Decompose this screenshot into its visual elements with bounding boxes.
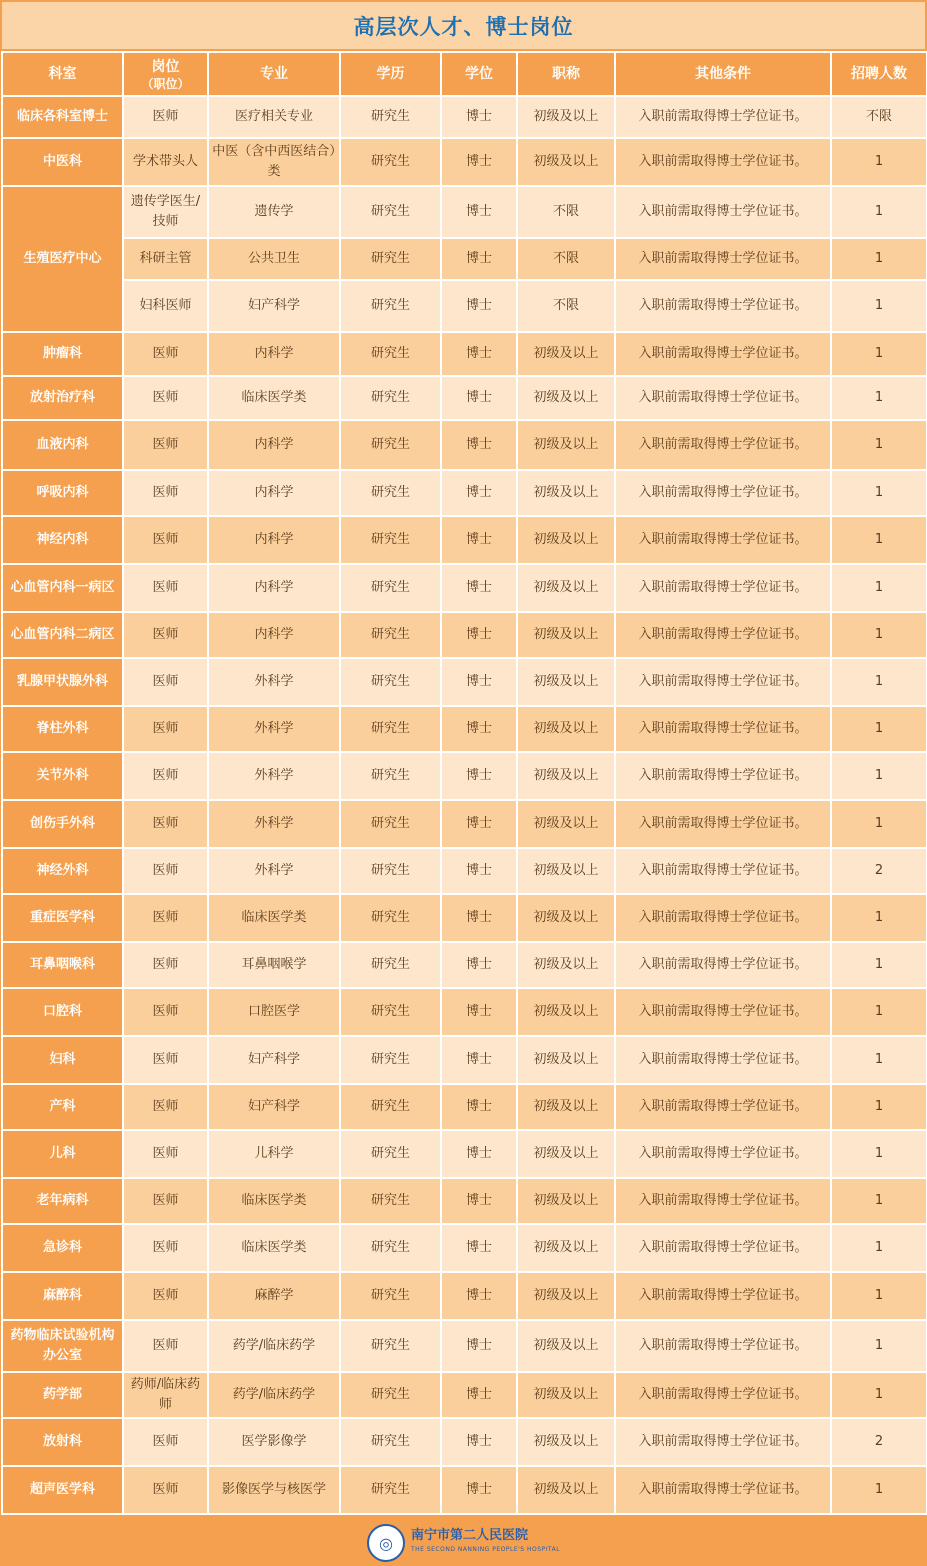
cell-degree: 博士: [441, 1372, 517, 1418]
cell-education: 研究生: [340, 988, 441, 1036]
cell-rank: 初级及以上: [517, 1178, 615, 1224]
cell-dept: 心血管内科二病区: [2, 612, 123, 658]
cell-education: 研究生: [340, 1130, 441, 1178]
cell-dept: 超声医学科: [2, 1466, 123, 1514]
cell-major: 外科学: [208, 848, 340, 894]
cell-major: 外科学: [208, 800, 340, 848]
cell-other: 入职前需取得博士学位证书。: [615, 1036, 831, 1084]
header-count: 招聘人数: [831, 52, 927, 96]
cell-major: 医学影像学: [208, 1418, 340, 1466]
cell-degree: 博士: [441, 800, 517, 848]
cell-dept: 肿瘤科: [2, 332, 123, 376]
table-row: [2, 800, 927, 848]
cell-rank: 不限: [517, 280, 615, 332]
cell-other: 入职前需取得博士学位证书。: [615, 752, 831, 800]
table-row: [2, 1372, 927, 1418]
cell-post: 学术带头人: [123, 138, 208, 186]
cell-major: 内科学: [208, 516, 340, 564]
cell-post: 科研主管: [123, 238, 208, 280]
cell-rank: 初级及以上: [517, 420, 615, 470]
cell-count: 1: [831, 238, 927, 280]
cell-other: 入职前需取得博士学位证书。: [615, 848, 831, 894]
cell-dept: 产科: [2, 1084, 123, 1130]
cell-education: 研究生: [340, 894, 441, 942]
cell-education: 研究生: [340, 1178, 441, 1224]
cell-dept: 放射科: [2, 1418, 123, 1466]
cell-post: 医师: [123, 1272, 208, 1320]
cell-post: 遗传学医生/技师: [123, 186, 208, 238]
cell-count: 1: [831, 1036, 927, 1084]
cell-post: 医师: [123, 376, 208, 420]
table-row: [2, 612, 927, 658]
page-title: 高层次人才、博士岗位: [353, 14, 574, 39]
cell-degree: 博士: [441, 1466, 517, 1514]
cell-major: 临床医学类: [208, 376, 340, 420]
cell-count: 2: [831, 1418, 927, 1466]
cell-post: 医师: [123, 988, 208, 1036]
cell-degree: 博士: [441, 1036, 517, 1084]
cell-post: 医师: [123, 658, 208, 706]
cell-count: 1: [831, 376, 927, 420]
table-row: [2, 1084, 927, 1130]
table-row: [2, 332, 927, 376]
cell-post: 医师: [123, 1036, 208, 1084]
cell-rank: 初级及以上: [517, 1036, 615, 1084]
cell-major: 内科学: [208, 564, 340, 612]
cell-dept: 乳腺甲状腺外科: [2, 658, 123, 706]
cell-dept: 妇科: [2, 1036, 123, 1084]
table-row: [2, 516, 927, 564]
cell-rank: 初级及以上: [517, 1418, 615, 1466]
cell-rank: 初级及以上: [517, 988, 615, 1036]
cell-degree: 博士: [441, 1084, 517, 1130]
cell-degree: 博士: [441, 516, 517, 564]
table-row: [2, 942, 927, 988]
cell-education: 研究生: [340, 706, 441, 752]
cell-other: 入职前需取得博士学位证书。: [615, 1320, 831, 1372]
cell-rank: 初级及以上: [517, 894, 615, 942]
cell-rank: 初级及以上: [517, 848, 615, 894]
cell-dept: 神经内科: [2, 516, 123, 564]
cell-degree: 博士: [441, 332, 517, 376]
cell-post: 医师: [123, 706, 208, 752]
cell-degree: 博士: [441, 238, 517, 280]
cell-dept: 脊柱外科: [2, 706, 123, 752]
logo-text: [411, 1529, 560, 1557]
cell-rank: 初级及以上: [517, 138, 615, 186]
cell-other: 入职前需取得博士学位证书。: [615, 894, 831, 942]
table-row: [2, 280, 927, 332]
cell-other: 入职前需取得博士学位证书。: [615, 138, 831, 186]
cell-education: 研究生: [340, 280, 441, 332]
cell-other: 入职前需取得博士学位证书。: [615, 942, 831, 988]
cell-rank: 初级及以上: [517, 612, 615, 658]
cell-dept: 呼吸内科: [2, 470, 123, 516]
table-row: [2, 988, 927, 1036]
cell-other: 入职前需取得博士学位证书。: [615, 516, 831, 564]
cell-degree: 博士: [441, 894, 517, 942]
cell-dept: 血液内科: [2, 420, 123, 470]
cell-education: 研究生: [340, 96, 441, 138]
cell-rank: 初级及以上: [517, 516, 615, 564]
cell-degree: 博士: [441, 470, 517, 516]
cell-count: 1: [831, 1372, 927, 1418]
cell-dept: 老年病科: [2, 1178, 123, 1224]
cell-rank: 不限: [517, 186, 615, 238]
cell-count: 1: [831, 706, 927, 752]
table-row: [2, 376, 927, 420]
cell-count: 1: [831, 800, 927, 848]
table-row: [2, 752, 927, 800]
cell-count: 1: [831, 752, 927, 800]
cell-major: 外科学: [208, 658, 340, 706]
cell-degree: 博士: [441, 1320, 517, 1372]
table-row: [2, 1178, 927, 1224]
cell-degree: 博士: [441, 848, 517, 894]
header-post-label: 岗位: [151, 59, 180, 75]
cell-other: 入职前需取得博士学位证书。: [615, 1130, 831, 1178]
cell-major: 内科学: [208, 612, 340, 658]
cell-count: 1: [831, 658, 927, 706]
table-row: [2, 96, 927, 138]
cell-education: 研究生: [340, 1224, 441, 1272]
cell-degree: 博士: [441, 706, 517, 752]
table-row: [2, 1418, 927, 1466]
cell-dept: 中医科: [2, 138, 123, 186]
cell-post: 医师: [123, 752, 208, 800]
cell-education: 研究生: [340, 516, 441, 564]
table-row: [2, 848, 927, 894]
cell-other: 入职前需取得博士学位证书。: [615, 800, 831, 848]
header-education: 学历: [340, 52, 441, 96]
cell-post: 医师: [123, 848, 208, 894]
cell-dept: 神经外科: [2, 848, 123, 894]
table-row: [2, 470, 927, 516]
cell-rank: 初级及以上: [517, 1372, 615, 1418]
cell-dept: 药学部: [2, 1372, 123, 1418]
cell-post: 医师: [123, 332, 208, 376]
cell-education: 研究生: [340, 1272, 441, 1320]
cell-count: 1: [831, 564, 927, 612]
hospital-logo: [367, 1524, 560, 1562]
cell-dept: 耳鼻咽喉科: [2, 942, 123, 988]
cell-count: 不限: [831, 96, 927, 138]
cell-post: 医师: [123, 894, 208, 942]
cell-other: 入职前需取得博士学位证书。: [615, 1372, 831, 1418]
cell-rank: 初级及以上: [517, 1130, 615, 1178]
cell-degree: 博士: [441, 280, 517, 332]
cell-education: 研究生: [340, 1084, 441, 1130]
cell-major: 临床医学类: [208, 894, 340, 942]
cell-post: 医师: [123, 1320, 208, 1372]
cell-education: 研究生: [340, 1418, 441, 1466]
cell-major: 影像医学与核医学: [208, 1466, 340, 1514]
cell-rank: 初级及以上: [517, 752, 615, 800]
cell-other: 入职前需取得博士学位证书。: [615, 706, 831, 752]
cell-major: 儿科学: [208, 1130, 340, 1178]
header-post-sub: （职位）: [141, 77, 190, 91]
cell-count: 1: [831, 138, 927, 186]
cell-other: 入职前需取得博士学位证书。: [615, 988, 831, 1036]
cell-major: 临床医学类: [208, 1224, 340, 1272]
cell-other: 入职前需取得博士学位证书。: [615, 238, 831, 280]
cell-degree: 博士: [441, 1130, 517, 1178]
header-other: 其他条件: [615, 52, 831, 96]
cell-count: 1: [831, 1320, 927, 1372]
cell-count: 1: [831, 1178, 927, 1224]
cell-count: 1: [831, 1224, 927, 1272]
cell-dept: 重症医学科: [2, 894, 123, 942]
cell-other: 入职前需取得博士学位证书。: [615, 470, 831, 516]
cell-major: 临床医学类: [208, 1178, 340, 1224]
cell-dept: 生殖医疗中心: [2, 186, 123, 332]
cell-degree: 博士: [441, 96, 517, 138]
cell-post: 医师: [123, 470, 208, 516]
cell-education: 研究生: [340, 420, 441, 470]
cell-degree: 博士: [441, 138, 517, 186]
header-dept: 科室: [2, 52, 123, 96]
cell-major: 妇产科学: [208, 280, 340, 332]
cell-other: 入职前需取得博士学位证书。: [615, 376, 831, 420]
cell-count: 2: [831, 848, 927, 894]
table-row: [2, 420, 927, 470]
cell-rank: 初级及以上: [517, 800, 615, 848]
cell-post: 医师: [123, 612, 208, 658]
cell-other: 入职前需取得博士学位证书。: [615, 1084, 831, 1130]
cell-other: 入职前需取得博士学位证书。: [615, 1178, 831, 1224]
cell-dept: 麻醉科: [2, 1272, 123, 1320]
cell-rank: 初级及以上: [517, 470, 615, 516]
cell-post: 医师: [123, 1178, 208, 1224]
header-degree: 学位: [441, 52, 517, 96]
cell-major: 麻醉学: [208, 1272, 340, 1320]
cell-rank: 初级及以上: [517, 96, 615, 138]
cell-post: 医师: [123, 1418, 208, 1466]
table-row: [2, 186, 927, 238]
cell-education: 研究生: [340, 376, 441, 420]
cell-education: 研究生: [340, 752, 441, 800]
cell-education: 研究生: [340, 1036, 441, 1084]
cell-other: 入职前需取得博士学位证书。: [615, 564, 831, 612]
cell-count: 1: [831, 988, 927, 1036]
cell-major: 中医（含中西医结合）类: [208, 138, 340, 186]
title-bar: [2, 2, 925, 49]
table-header-row: [2, 52, 927, 96]
cell-degree: 博士: [441, 420, 517, 470]
cell-degree: 博士: [441, 942, 517, 988]
cell-post: 妇科医师: [123, 280, 208, 332]
cell-degree: 博士: [441, 564, 517, 612]
cell-count: 1: [831, 1466, 927, 1514]
cell-dept: 关节外科: [2, 752, 123, 800]
cell-other: 入职前需取得博士学位证书。: [615, 332, 831, 376]
cell-dept: 心血管内科一病区: [2, 564, 123, 612]
header-rank: 职称: [517, 52, 615, 96]
cell-rank: 初级及以上: [517, 706, 615, 752]
footer: [0, 1520, 927, 1566]
cell-degree: 博士: [441, 752, 517, 800]
table-row: [2, 564, 927, 612]
header-post: [123, 52, 208, 96]
cell-post: 医师: [123, 96, 208, 138]
cell-major: 妇产科学: [208, 1084, 340, 1130]
cell-major: 口腔医学: [208, 988, 340, 1036]
cell-education: 研究生: [340, 1372, 441, 1418]
cell-degree: 博士: [441, 1178, 517, 1224]
cell-education: 研究生: [340, 238, 441, 280]
cell-post: 医师: [123, 1084, 208, 1130]
cell-education: 研究生: [340, 470, 441, 516]
cell-post: 医师: [123, 564, 208, 612]
cell-dept: 口腔科: [2, 988, 123, 1036]
header-major: 专业: [208, 52, 340, 96]
cell-dept: 放射治疗科: [2, 376, 123, 420]
cell-major: 内科学: [208, 470, 340, 516]
cell-degree: 博士: [441, 612, 517, 658]
cell-degree: 博士: [441, 988, 517, 1036]
table-row: [2, 1272, 927, 1320]
cell-education: 研究生: [340, 800, 441, 848]
cell-post: 医师: [123, 800, 208, 848]
cell-count: 1: [831, 280, 927, 332]
cell-count: 1: [831, 1272, 927, 1320]
cell-dept: 儿科: [2, 1130, 123, 1178]
cell-rank: 初级及以上: [517, 564, 615, 612]
table-row: [2, 894, 927, 942]
cell-count: 1: [831, 612, 927, 658]
cell-rank: 初级及以上: [517, 1272, 615, 1320]
cell-count: 1: [831, 942, 927, 988]
cell-education: 研究生: [340, 138, 441, 186]
cell-other: 入职前需取得博士学位证书。: [615, 420, 831, 470]
cell-major: 耳鼻咽喉学: [208, 942, 340, 988]
cell-count: 1: [831, 1130, 927, 1178]
hospital-emblem-icon: ◎: [367, 1524, 405, 1562]
table-row: [2, 706, 927, 752]
cell-degree: 博士: [441, 376, 517, 420]
cell-education: 研究生: [340, 1466, 441, 1514]
table-row: [2, 1036, 927, 1084]
cell-other: 入职前需取得博士学位证书。: [615, 1466, 831, 1514]
table-row: [2, 658, 927, 706]
cell-other: 入职前需取得博士学位证书。: [615, 1272, 831, 1320]
cell-major: 妇产科学: [208, 1036, 340, 1084]
recruitment-table: [1, 51, 927, 1515]
cell-major: 药学/临床药学: [208, 1320, 340, 1372]
cell-major: 公共卫生: [208, 238, 340, 280]
cell-degree: 博士: [441, 658, 517, 706]
cell-post: 医师: [123, 1466, 208, 1514]
cell-major: 药学/临床药学: [208, 1372, 340, 1418]
cell-major: 外科学: [208, 706, 340, 752]
table-row: [2, 138, 927, 186]
cell-dept: 创伤手外科: [2, 800, 123, 848]
cell-rank: 初级及以上: [517, 658, 615, 706]
cell-other: 入职前需取得博士学位证书。: [615, 658, 831, 706]
cell-degree: 博士: [441, 1418, 517, 1466]
cell-major: 遗传学: [208, 186, 340, 238]
cell-major: 外科学: [208, 752, 340, 800]
cell-count: 1: [831, 420, 927, 470]
cell-other: 入职前需取得博士学位证书。: [615, 1224, 831, 1272]
cell-post: 药师/临床药师: [123, 1372, 208, 1418]
table-row: [2, 1224, 927, 1272]
cell-other: 入职前需取得博士学位证书。: [615, 96, 831, 138]
cell-education: 研究生: [340, 942, 441, 988]
cell-count: 1: [831, 894, 927, 942]
cell-education: 研究生: [340, 186, 441, 238]
cell-count: 1: [831, 332, 927, 376]
cell-rank: 初级及以上: [517, 1084, 615, 1130]
cell-degree: 博士: [441, 1272, 517, 1320]
cell-count: 1: [831, 470, 927, 516]
cell-education: 研究生: [340, 1320, 441, 1372]
cell-education: 研究生: [340, 564, 441, 612]
cell-post: 医师: [123, 942, 208, 988]
cell-education: 研究生: [340, 658, 441, 706]
cell-dept: 急诊科: [2, 1224, 123, 1272]
table-row: [2, 1130, 927, 1178]
logo-name-en: THE SECOND NANNING PEOPLE'S HOSPITAL: [410, 1546, 561, 1553]
cell-rank: 初级及以上: [517, 1466, 615, 1514]
cell-rank: 初级及以上: [517, 376, 615, 420]
cell-major: 医疗相关专业: [208, 96, 340, 138]
cell-dept: 药物临床试验机构办公室: [2, 1320, 123, 1372]
cell-rank: 初级及以上: [517, 332, 615, 376]
cell-rank: 初级及以上: [517, 1224, 615, 1272]
cell-education: 研究生: [340, 332, 441, 376]
cell-count: 1: [831, 516, 927, 564]
cell-major: 内科学: [208, 420, 340, 470]
cell-post: 医师: [123, 1130, 208, 1178]
cell-rank: 初级及以上: [517, 942, 615, 988]
cell-count: 1: [831, 1084, 927, 1130]
cell-education: 研究生: [340, 848, 441, 894]
cell-other: 入职前需取得博士学位证书。: [615, 186, 831, 238]
cell-other: 入职前需取得博士学位证书。: [615, 280, 831, 332]
cell-degree: 博士: [441, 1224, 517, 1272]
cell-degree: 博士: [441, 186, 517, 238]
cell-other: 入职前需取得博士学位证书。: [615, 1418, 831, 1466]
cell-post: 医师: [123, 516, 208, 564]
table-row: [2, 1320, 927, 1372]
cell-rank: 初级及以上: [517, 1320, 615, 1372]
cell-other: 入职前需取得博士学位证书。: [615, 612, 831, 658]
cell-count: 1: [831, 186, 927, 238]
cell-major: 内科学: [208, 332, 340, 376]
cell-education: 研究生: [340, 612, 441, 658]
table-row: [2, 238, 927, 280]
cell-rank: 不限: [517, 238, 615, 280]
logo-name-cn: 南宁市第二人民医院: [410, 1528, 528, 1543]
cell-dept: 临床各科室博士: [2, 96, 123, 138]
cell-post: 医师: [123, 1224, 208, 1272]
table-row: [2, 1466, 927, 1514]
cell-post: 医师: [123, 420, 208, 470]
